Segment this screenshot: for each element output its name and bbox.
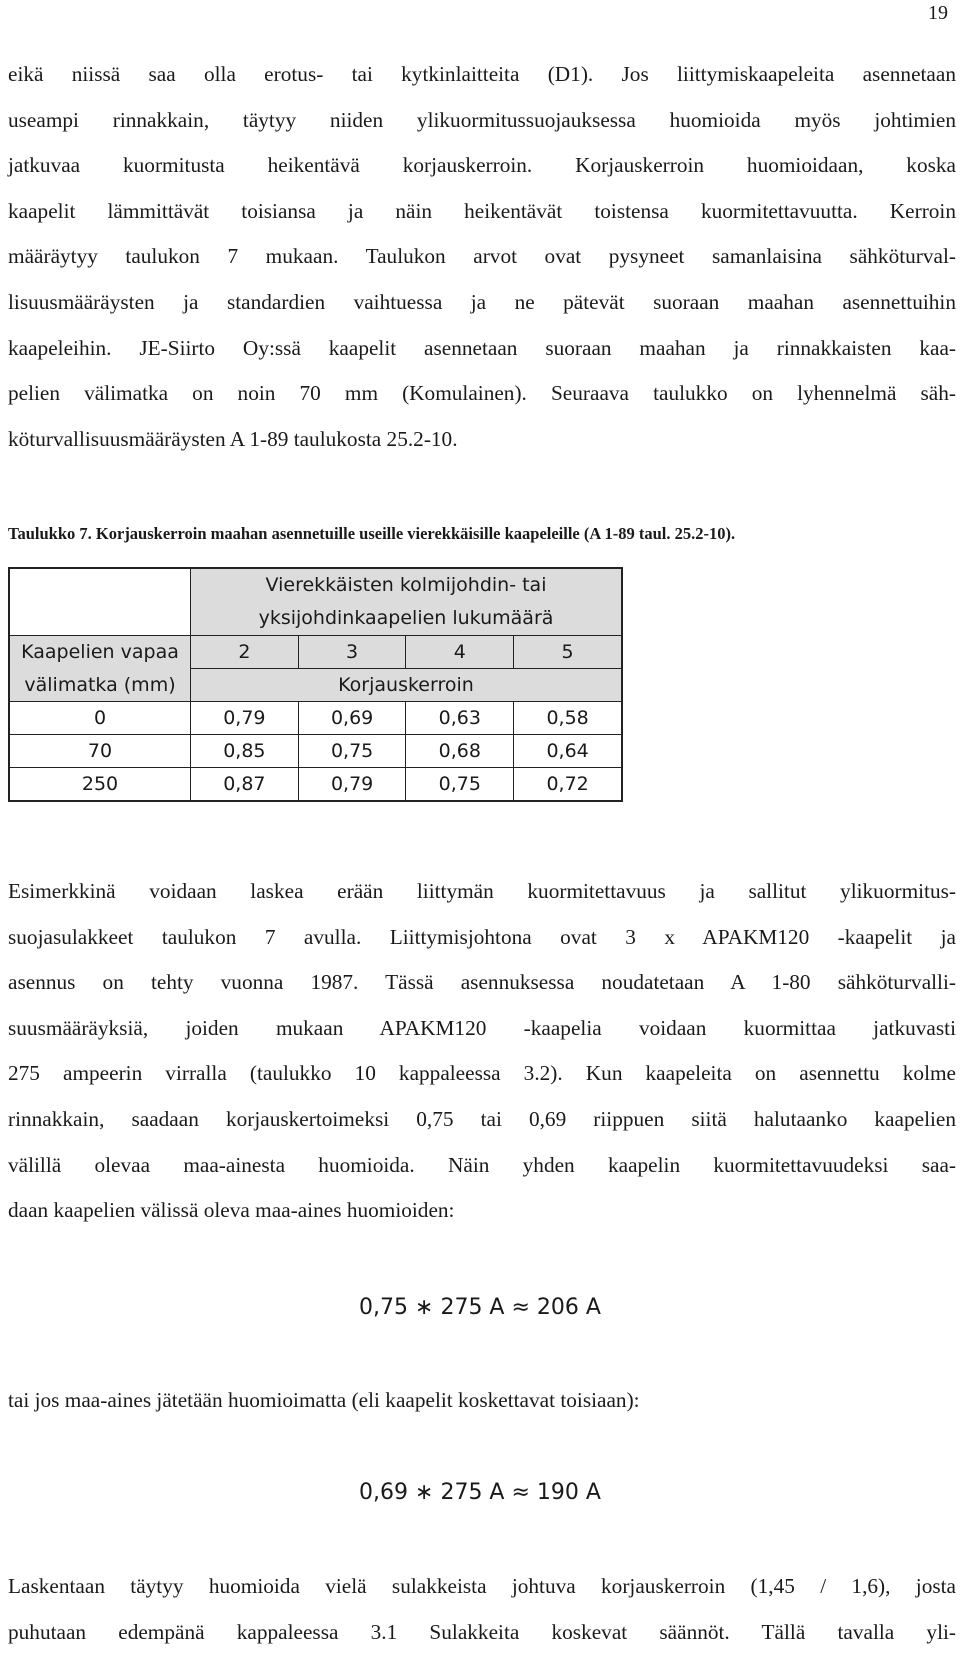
text-line: köturvallisuusmääräysten A 1-89 taulukosta 25.2-10. xyxy=(8,426,458,451)
text-line: kaapelit lämmittävät toisiansa ja näin heikentävät toistensa kuormitettavuutta. Kerroin xyxy=(8,198,956,223)
text-line: tai jos maa-aines jätetään huomioimatta (eli kaapelit koskettavat toisiaan): xyxy=(8,1388,640,1412)
text-line: puhutaan edempänä kappaleessa 3.1 Sulakkeita koskevat säännöt. Tällä tavalla yli- xyxy=(8,1619,956,1644)
text-line: kaapeleihin. JE-Siirto Oy:ssä kaapelit asennetaan suoraan maahan ja rinnakkaisten kaa- xyxy=(8,335,956,360)
value-cell: 0,63 xyxy=(406,702,514,735)
text-line: useampi rinnakkain, täytyy niiden ylikuormitussuojauksessa huomioida myös johtimien xyxy=(8,107,956,132)
text-line: välillä olevaa maa-ainesta huomioida. Näin yhden kaapelin kuormitettavuudeksi saa- xyxy=(8,1152,956,1177)
formula-without-soil: 0,69 ∗ 275 A ≈ 190 A xyxy=(359,1480,601,1505)
text-line: 275 ampeerin virralla (taulukko 10 kappaleessa 3.2). Kun kaapeleita on asennettu kolme xyxy=(8,1061,956,1086)
paragraph-without-soil xyxy=(8,1378,956,1424)
text-line: suusmääräyksiä, joiden mukaan APAKM120 -kaapelia voidaan kuormittaa jatkuvasti xyxy=(8,1015,956,1040)
text-line: eikä niissä saa olla erotus- tai kytkinlaitteita (D1). Jos liittymiskaapeleita asennetaan xyxy=(8,62,956,86)
value-cell: 0,72 xyxy=(514,768,622,801)
text-line: asennus on tehty vuonna 1987. Tässä asennuksessa noudatetaan A 1-80 sähköturvalli- xyxy=(8,970,956,995)
value-cell: 0,87 xyxy=(191,768,299,801)
count-header: 2 xyxy=(191,636,299,669)
text-line: lisuusmääräysten ja standardien vaihtuessa ja ne pätevät suoraan maahan asennettuihin xyxy=(8,289,956,314)
empty-corner-cell xyxy=(9,568,191,636)
correction-factor-table xyxy=(8,567,623,802)
paragraph-example xyxy=(8,869,956,1234)
page-number: 19 xyxy=(928,2,948,24)
formula-with-soil: 0,75 ∗ 275 A ≈ 206 A xyxy=(359,1295,601,1320)
value-cell: 0,85 xyxy=(191,735,299,768)
count-header: 5 xyxy=(514,636,622,669)
table-row xyxy=(9,702,622,735)
text-line: daan kaapelien välissä oleva maa-aines huomioiden: xyxy=(8,1198,455,1223)
row-header-line2: välimatka (mm) xyxy=(9,669,191,702)
value-cell: 0,68 xyxy=(406,735,514,768)
value-cell: 0,75 xyxy=(298,735,406,768)
text-line: suojasulakkeet taulukon 7 avulla. Liittymisjohtona ovat 3 x APAKM120 -kaapelit ja xyxy=(8,924,956,949)
table-row xyxy=(9,735,622,768)
group-header: Vierekkäisten kolmijohdin- tai yksijohdinkaapelien lukumäärä xyxy=(191,568,623,636)
value-cell: 0,58 xyxy=(514,702,622,735)
value-cell: 0,64 xyxy=(514,735,622,768)
distance-cell: 70 xyxy=(9,735,191,768)
value-cell: 0,75 xyxy=(406,768,514,801)
text-line: jatkuvaa kuormitusta heikentävä korjauskerroin. Korjauskerroin huomioidaan, koska xyxy=(8,153,956,178)
distance-cell: 0 xyxy=(9,702,191,735)
text-line: määräytyy taulukon 7 mukaan. Taulukon arvot ovat pysyneet samanlaisina sähköturval- xyxy=(8,244,956,269)
text-line: pelien välimatka on noin 70 mm (Komulainen). Seuraava taulukko on lyhennelmä säh- xyxy=(8,381,956,406)
table-caption: Taulukko 7. Korjauskerroin maahan asennetuille useille vierekkäisille kaapeleille (A 1-89 taul. 25.2-10). xyxy=(8,524,736,543)
text-line: Esimerkkinä voidaan laskea erään liittymän kuormitettavuus ja sallitut ylikuormitus- xyxy=(8,879,956,903)
row-header-line1: Kaapelien vapaa xyxy=(9,636,191,669)
text-line: rinnakkain, saadaan korjauskertoimeksi 0,75 tai 0,69 riippuen siitä halutaanko kaapelien xyxy=(8,1106,956,1131)
distance-cell: 250 xyxy=(9,768,191,801)
paragraph-intro xyxy=(8,52,956,462)
paragraph-fuse-factor xyxy=(8,1564,956,1655)
sub-header: Korjauskerroin xyxy=(191,669,623,702)
table-row xyxy=(9,768,622,801)
text-line: Laskentaan täytyy huomioida vielä sulakkeista johtuva korjauskerroin (1,45 / 1,6), josta xyxy=(8,1574,956,1598)
count-header: 4 xyxy=(406,636,514,669)
value-cell: 0,79 xyxy=(298,768,406,801)
count-header: 3 xyxy=(298,636,406,669)
value-cell: 0,79 xyxy=(191,702,299,735)
value-cell: 0,69 xyxy=(298,702,406,735)
